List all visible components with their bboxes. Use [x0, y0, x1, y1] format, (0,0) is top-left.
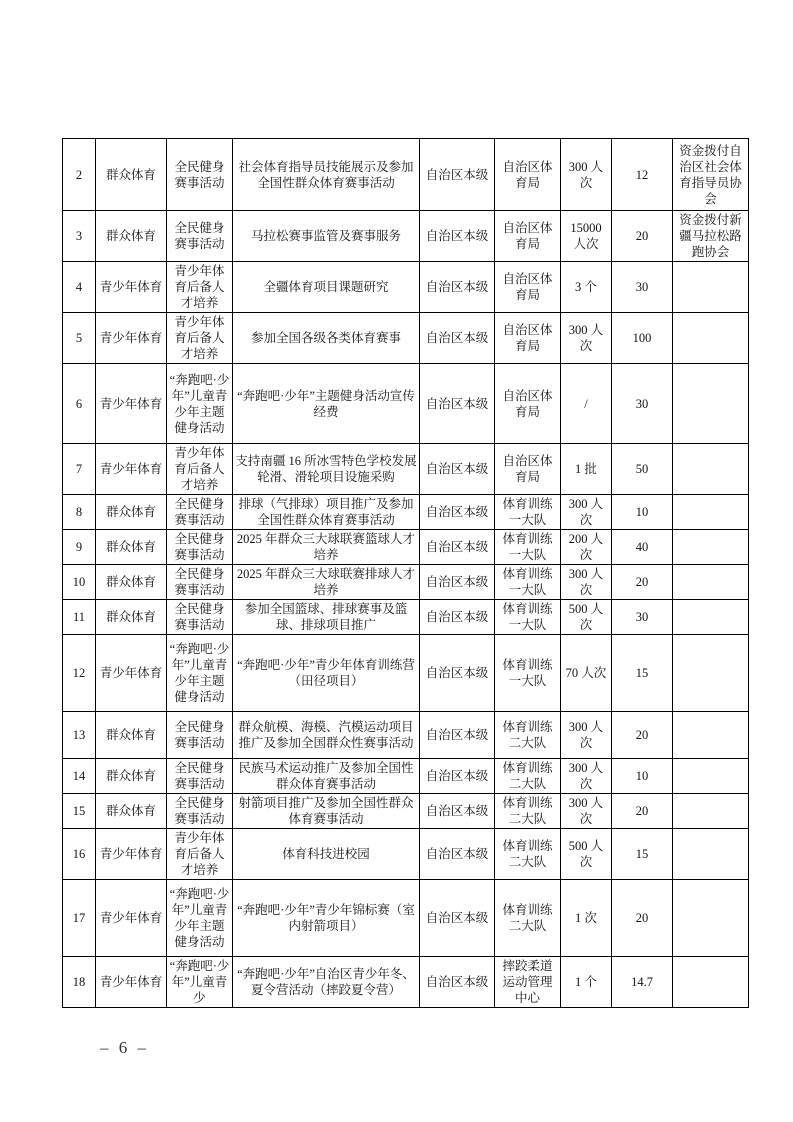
cell-unit: 自治区体育局	[495, 139, 561, 211]
cell-category: 青少年体育	[96, 313, 167, 364]
cell-level: 自治区本级	[420, 364, 495, 444]
cell-remark	[673, 957, 749, 1008]
cell-subcategory: 青少年体育后备人才培养	[167, 262, 233, 313]
cell-subcategory: 全民健身赛事活动	[167, 794, 233, 829]
cell-project: “奔跑吧·少年”青少年体育训练营（田径项目）	[233, 635, 420, 712]
cell-quantity: 3 个	[561, 262, 612, 313]
cell-subcategory: “奔跑吧·少年”儿童青少年主题健身活动	[167, 880, 233, 957]
cell-unit: 自治区体育局	[495, 444, 561, 495]
cell-remark	[673, 364, 749, 444]
table-body	[63, 139, 749, 1008]
table-row	[63, 880, 749, 957]
cell-quantity: 1 个	[561, 957, 612, 1008]
cell-amount: 30	[612, 600, 673, 635]
cell-quantity: /	[561, 364, 612, 444]
cell-category: 群众体育	[96, 759, 167, 794]
cell-level: 自治区本级	[420, 712, 495, 759]
cell-unit: 体育训练一大队	[495, 600, 561, 635]
cell-subcategory: “奔跑吧·少年”儿童青少	[167, 957, 233, 1008]
cell-level: 自治区本级	[420, 829, 495, 880]
cell-amount: 12	[612, 139, 673, 211]
cell-remark	[673, 712, 749, 759]
cell-subcategory: 全民健身赛事活动	[167, 759, 233, 794]
cell-remark	[673, 635, 749, 712]
table-row	[63, 600, 749, 635]
cell-level: 自治区本级	[420, 495, 495, 530]
cell-seq: 18	[63, 957, 96, 1008]
table-row	[63, 262, 749, 313]
cell-level: 自治区本级	[420, 600, 495, 635]
cell-remark: 资金拨付新疆马拉松路跑协会	[673, 211, 749, 262]
cell-seq: 5	[63, 313, 96, 364]
cell-category: 群众体育	[96, 712, 167, 759]
table-row	[63, 957, 749, 1008]
table-row	[63, 364, 749, 444]
cell-category: 群众体育	[96, 530, 167, 565]
cell-project: 参加全国篮球、排球赛事及篮球、排球项目推广	[233, 600, 420, 635]
cell-seq: 6	[63, 364, 96, 444]
cell-quantity: 300 人次	[561, 495, 612, 530]
cell-unit: 摔跤柔道运动管理中心	[495, 957, 561, 1008]
cell-level: 自治区本级	[420, 444, 495, 495]
cell-subcategory: 青少年体育后备人才培养	[167, 829, 233, 880]
cell-unit: 体育训练一大队	[495, 530, 561, 565]
cell-amount: 14.7	[612, 957, 673, 1008]
cell-category: 群众体育	[96, 794, 167, 829]
cell-seq: 12	[63, 635, 96, 712]
cell-subcategory: 全民健身赛事活动	[167, 495, 233, 530]
cell-amount: 20	[612, 565, 673, 600]
table-row	[63, 530, 749, 565]
cell-category: 青少年体育	[96, 364, 167, 444]
table-row	[63, 794, 749, 829]
cell-project: “奔跑吧·少年”自治区青少年冬、夏令营活动（摔跤夏令营）	[233, 957, 420, 1008]
cell-level: 自治区本级	[420, 313, 495, 364]
cell-seq: 7	[63, 444, 96, 495]
cell-seq: 9	[63, 530, 96, 565]
cell-quantity: 70 人次	[561, 635, 612, 712]
cell-project: 排球（气排球）项目推广及参加全国性群众体育赛事活动	[233, 495, 420, 530]
cell-unit: 自治区体育局	[495, 262, 561, 313]
cell-subcategory: 青少年体育后备人才培养	[167, 313, 233, 364]
cell-subcategory: 全民健身赛事活动	[167, 139, 233, 211]
table-row	[63, 313, 749, 364]
cell-remark	[673, 262, 749, 313]
cell-unit: 体育训练一大队	[495, 495, 561, 530]
cell-project: “奔跑吧·少年”青少年锦标赛（室内射箭项目）	[233, 880, 420, 957]
cell-seq: 14	[63, 759, 96, 794]
cell-remark	[673, 600, 749, 635]
cell-unit: 体育训练二大队	[495, 829, 561, 880]
table-row	[63, 211, 749, 262]
cell-unit: 体育训练二大队	[495, 794, 561, 829]
cell-category: 青少年体育	[96, 829, 167, 880]
cell-unit: 体育训练二大队	[495, 712, 561, 759]
cell-seq: 15	[63, 794, 96, 829]
cell-project: 全疆体育项目课题研究	[233, 262, 420, 313]
cell-level: 自治区本级	[420, 957, 495, 1008]
cell-amount: 15	[612, 829, 673, 880]
cell-unit: 体育训练二大队	[495, 880, 561, 957]
cell-seq: 16	[63, 829, 96, 880]
cell-seq: 3	[63, 211, 96, 262]
table-row	[63, 829, 749, 880]
cell-project: 支持南疆 16 所冰雪特色学校发展轮滑、滑轮项目设施采购	[233, 444, 420, 495]
cell-remark	[673, 313, 749, 364]
table-row	[63, 759, 749, 794]
cell-level: 自治区本级	[420, 530, 495, 565]
cell-remark	[673, 495, 749, 530]
cell-amount: 30	[612, 262, 673, 313]
cell-seq: 17	[63, 880, 96, 957]
cell-amount: 10	[612, 759, 673, 794]
cell-quantity: 300 人次	[561, 712, 612, 759]
cell-remark	[673, 880, 749, 957]
cell-quantity: 1 批	[561, 444, 612, 495]
cell-category: 群众体育	[96, 211, 167, 262]
cell-amount: 20	[612, 712, 673, 759]
cell-unit: 体育训练二大队	[495, 759, 561, 794]
cell-project: 2025 年群众三大球联赛排球人才培养	[233, 565, 420, 600]
cell-category: 群众体育	[96, 139, 167, 211]
cell-seq: 8	[63, 495, 96, 530]
cell-project: 群众航模、海模、汽模运动项目推广及参加全国群众性赛事活动	[233, 712, 420, 759]
cell-unit: 自治区体育局	[495, 211, 561, 262]
cell-level: 自治区本级	[420, 759, 495, 794]
cell-seq: 4	[63, 262, 96, 313]
cell-level: 自治区本级	[420, 262, 495, 313]
cell-unit: 体育训练一大队	[495, 565, 561, 600]
cell-subcategory: 全民健身赛事活动	[167, 565, 233, 600]
cell-category: 青少年体育	[96, 880, 167, 957]
cell-category: 青少年体育	[96, 635, 167, 712]
cell-quantity: 300 人次	[561, 313, 612, 364]
cell-subcategory: 全民健身赛事活动	[167, 211, 233, 262]
cell-level: 自治区本级	[420, 211, 495, 262]
cell-amount: 20	[612, 794, 673, 829]
cell-remark	[673, 829, 749, 880]
table-row	[63, 635, 749, 712]
table-row	[63, 139, 749, 211]
cell-seq: 2	[63, 139, 96, 211]
cell-amount: 20	[612, 211, 673, 262]
cell-remark	[673, 794, 749, 829]
cell-subcategory: 青少年体育后备人才培养	[167, 444, 233, 495]
cell-level: 自治区本级	[420, 794, 495, 829]
cell-seq: 13	[63, 712, 96, 759]
cell-remark	[673, 759, 749, 794]
cell-seq: 11	[63, 600, 96, 635]
cell-subcategory: “奔跑吧·少年”儿童青少年主题健身活动	[167, 635, 233, 712]
cell-quantity: 300 人次	[561, 565, 612, 600]
cell-project: 2025 年群众三大球联赛篮球人才培养	[233, 530, 420, 565]
cell-remark: 资金拨付自治区社会体育指导员协会	[673, 139, 749, 211]
cell-quantity: 1 次	[561, 880, 612, 957]
cell-subcategory: 全民健身赛事活动	[167, 712, 233, 759]
table-row	[63, 712, 749, 759]
cell-amount: 50	[612, 444, 673, 495]
cell-amount: 15	[612, 635, 673, 712]
cell-category: 群众体育	[96, 600, 167, 635]
cell-amount: 10	[612, 495, 673, 530]
cell-quantity: 300 人次	[561, 139, 612, 211]
cell-subcategory: 全民健身赛事活动	[167, 600, 233, 635]
cell-category: 青少年体育	[96, 262, 167, 313]
cell-category: 群众体育	[96, 565, 167, 600]
cell-category: 群众体育	[96, 495, 167, 530]
cell-level: 自治区本级	[420, 880, 495, 957]
budget-table	[62, 138, 749, 1008]
cell-quantity: 200 人次	[561, 530, 612, 565]
cell-project: “奔跑吧·少年”主题健身活动宣传经费	[233, 364, 420, 444]
page-number: – 6 –	[100, 1038, 149, 1057]
cell-project: 体育科技进校园	[233, 829, 420, 880]
cell-quantity: 300 人次	[561, 759, 612, 794]
cell-subcategory: 全民健身赛事活动	[167, 530, 233, 565]
cell-category: 青少年体育	[96, 444, 167, 495]
cell-remark	[673, 530, 749, 565]
cell-project: 参加全国各级各类体育赛事	[233, 313, 420, 364]
cell-project: 民族马术运动推广及参加全国性群众体育赛事活动	[233, 759, 420, 794]
cell-remark	[673, 444, 749, 495]
cell-level: 自治区本级	[420, 139, 495, 211]
cell-subcategory: “奔跑吧·少年”儿童青少年主题健身活动	[167, 364, 233, 444]
cell-level: 自治区本级	[420, 565, 495, 600]
cell-project: 射箭项目推广及参加全国性群众体育赛事活动	[233, 794, 420, 829]
cell-remark	[673, 565, 749, 600]
cell-unit: 体育训练一大队	[495, 635, 561, 712]
cell-level: 自治区本级	[420, 635, 495, 712]
cell-amount: 20	[612, 880, 673, 957]
cell-quantity: 15000 人次	[561, 211, 612, 262]
cell-amount: 40	[612, 530, 673, 565]
cell-quantity: 500 人次	[561, 600, 612, 635]
cell-seq: 10	[63, 565, 96, 600]
cell-quantity: 500 人次	[561, 829, 612, 880]
table-row	[63, 444, 749, 495]
cell-category: 青少年体育	[96, 957, 167, 1008]
cell-project: 马拉松赛事监管及赛事服务	[233, 211, 420, 262]
cell-amount: 100	[612, 313, 673, 364]
cell-amount: 30	[612, 364, 673, 444]
cell-quantity: 300 人次	[561, 794, 612, 829]
table-row	[63, 565, 749, 600]
cell-unit: 自治区体育局	[495, 364, 561, 444]
table-row	[63, 495, 749, 530]
cell-unit: 自治区体育局	[495, 313, 561, 364]
cell-project: 社会体育指导员技能展示及参加全国性群众体育赛事活动	[233, 139, 420, 211]
